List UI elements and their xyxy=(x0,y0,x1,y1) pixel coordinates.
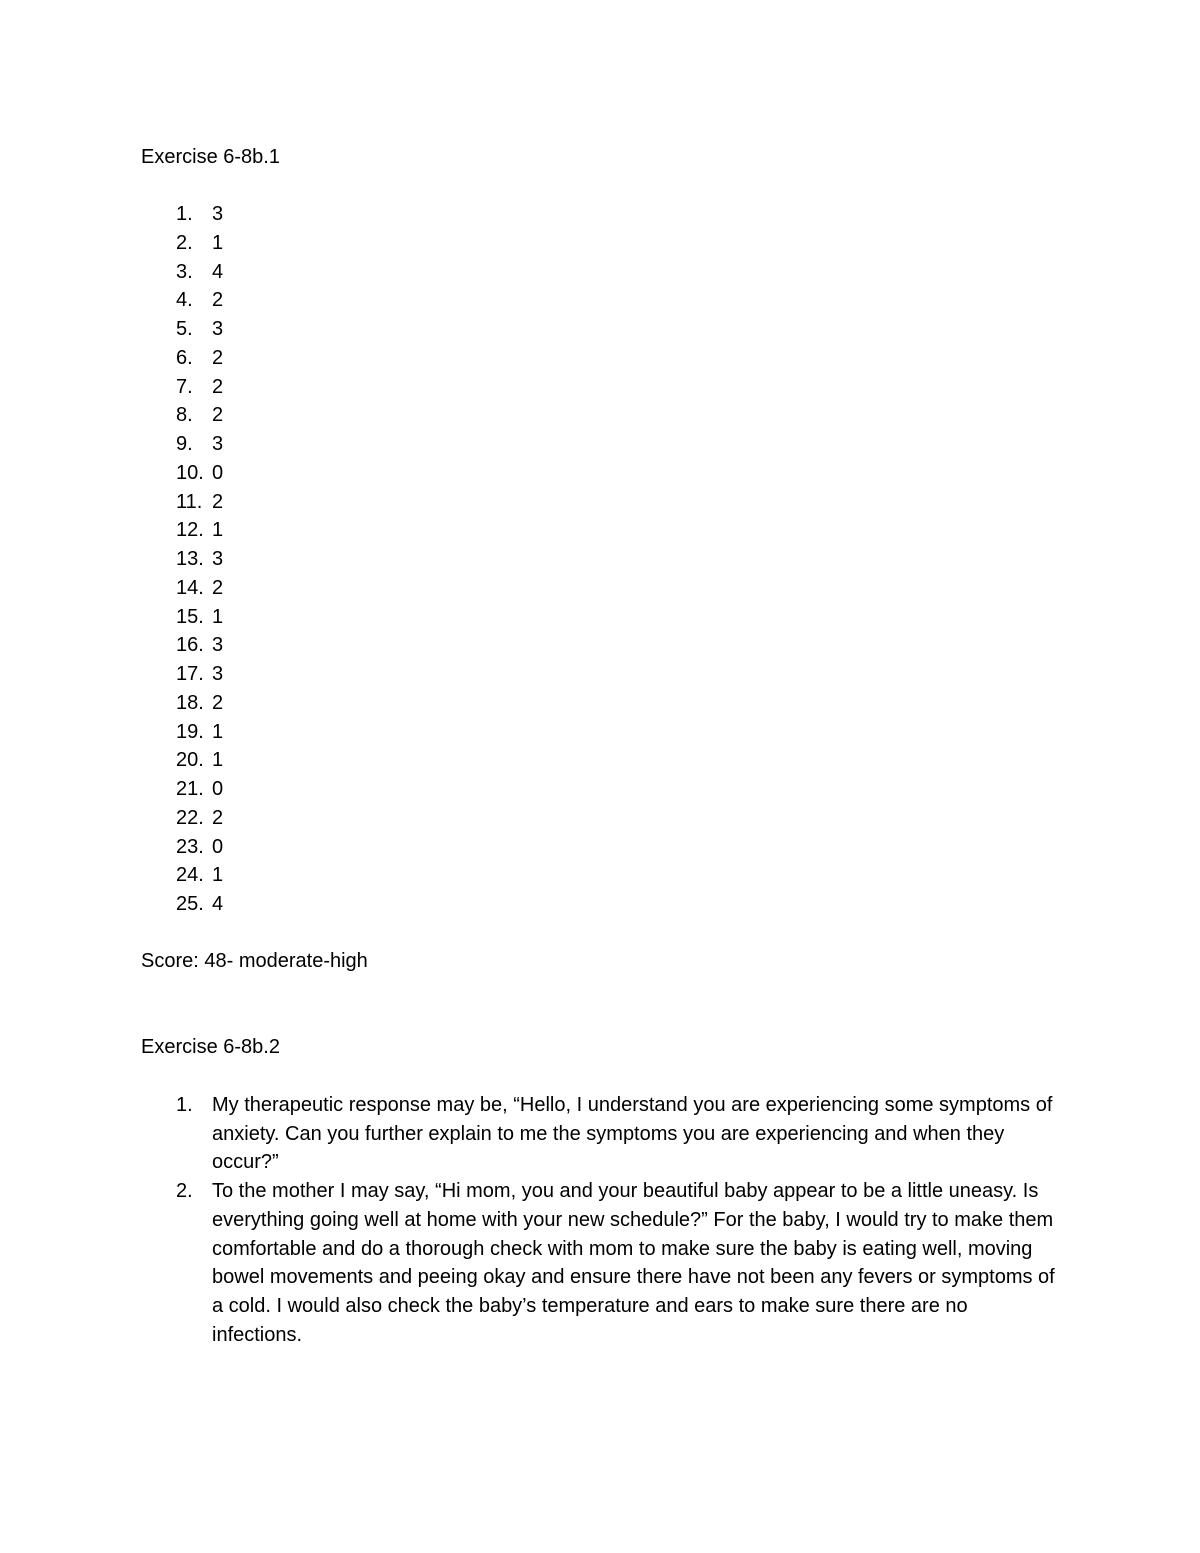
list-item-value: 2 xyxy=(212,691,224,714)
list-item-value: 3 xyxy=(212,634,224,657)
list-item-number: 22. xyxy=(176,806,204,829)
list-item-number: 23. xyxy=(176,835,204,858)
list-item-value: 1 xyxy=(212,864,224,887)
list-item-number: 20. xyxy=(176,749,204,772)
list-item-value: 2 xyxy=(212,490,224,513)
list-item-number: 15. xyxy=(176,605,204,628)
score-text: Score: 48- moderate-high xyxy=(141,950,368,972)
section-2-heading: Exercise 6-8b.2 xyxy=(141,1036,280,1058)
list-item-value: 2 xyxy=(212,375,224,398)
response-list xyxy=(0,1091,1200,1349)
list-item-value: 1 xyxy=(212,231,224,254)
list-item-value: 3 xyxy=(212,663,224,685)
list-item-number: 13. xyxy=(176,548,204,570)
list-item-value: 1 xyxy=(212,519,224,542)
list-item xyxy=(0,1177,1200,1349)
list-item-number: 12. xyxy=(176,519,204,542)
list-item-number: 5. xyxy=(176,318,193,340)
list-item-number: 11. xyxy=(176,490,203,513)
list-item-number: 14. xyxy=(176,576,204,599)
list-item-value: 4 xyxy=(212,893,224,915)
list-item-value: 3 xyxy=(212,548,224,570)
list-item-value: 0 xyxy=(212,778,224,800)
list-item-number: 8. xyxy=(176,404,193,427)
list-item xyxy=(0,1091,1200,1177)
list-item-value: 2 xyxy=(212,576,224,599)
list-item-number: 2. xyxy=(176,231,193,254)
list-item-number: 18. xyxy=(176,691,204,714)
list-item-number: 1. xyxy=(176,1094,193,1116)
list-item-value: 2 xyxy=(212,289,224,312)
list-item-number: 10. xyxy=(176,461,204,484)
response-text: To the mother I may say, “Hi mom, you and your beautiful baby appear to be a little uneasy. Is everything going well at home with your new schedule?” For the baby, I would try to make them comfortable and do a thorough check with mom to make sure the baby is eating well, moving bowel movements and peeing okay and ensure there have not been any fevers or symptoms of a cold. I would also check the baby’s temperature and ears to make sure there are no infections. xyxy=(212,1180,1055,1346)
list-item-value: 1 xyxy=(212,720,224,743)
list-item-number: 4. xyxy=(176,289,193,312)
list-item-value: 1 xyxy=(212,749,224,772)
list-item-value: 1 xyxy=(212,605,224,628)
list-item-value: 2 xyxy=(212,806,224,829)
list-item-number: 24. xyxy=(176,864,204,887)
list-item-value: 0 xyxy=(212,835,224,858)
list-item-number: 6. xyxy=(176,346,193,369)
list-item-number: 21. xyxy=(176,778,204,800)
list-item-value: 2 xyxy=(212,346,224,369)
section-1-heading: Exercise 6-8b.1 xyxy=(141,146,280,168)
list-item-number: 1. xyxy=(176,203,193,225)
list-item-value: 2 xyxy=(212,404,224,427)
list-item-value: 3 xyxy=(212,318,224,340)
list-item-value: 3 xyxy=(212,203,224,225)
list-item-number: 16. xyxy=(176,634,204,657)
response-text: My therapeutic response may be, “Hello, I understand you are experiencing some symptoms of anxiety. Can you further explain to me the symptoms you are experiencing and when they occur?” xyxy=(212,1094,1053,1174)
list-item-value: 0 xyxy=(212,461,224,484)
list-item-number: 9. xyxy=(176,433,193,455)
list-item-number: 17. xyxy=(176,663,204,685)
list-item-number: 2. xyxy=(176,1180,193,1203)
list-item-number: 3. xyxy=(176,260,193,283)
list-item-value: 3 xyxy=(212,433,224,455)
list-item-number: 7. xyxy=(176,375,193,398)
list-item-number: 19. xyxy=(176,720,204,743)
list-item-number: 25. xyxy=(176,893,204,915)
list-item-value: 4 xyxy=(212,260,224,283)
